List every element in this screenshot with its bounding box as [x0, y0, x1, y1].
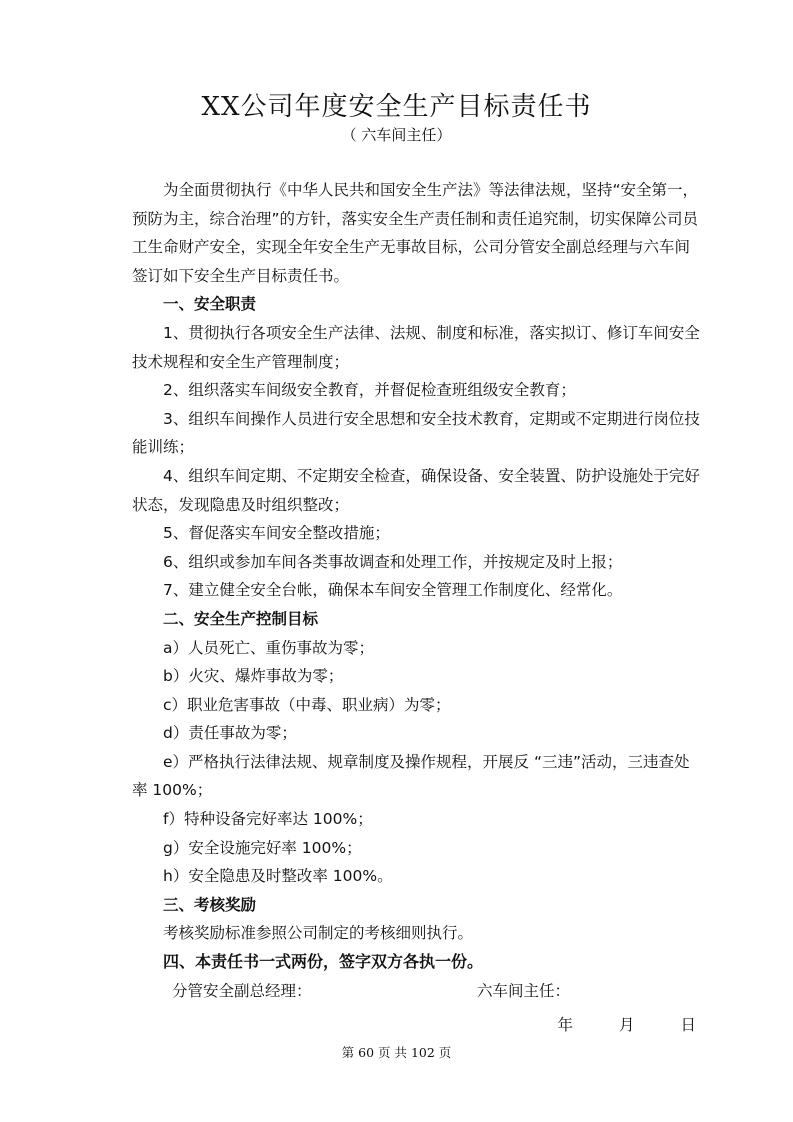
list-item: 2、组织落实车间级安全教育，并督促检查班组级安全教育；: [163, 381, 576, 400]
section-heading-duties: 一、安全职责: [163, 295, 257, 314]
list-item: b）火灾、爆炸事故为零；: [163, 667, 344, 686]
list-item: 7、建立健全安全台帐，确保本车间安全管理工作制度化、经常化。: [163, 581, 623, 600]
intro-paragraph: 为全面贯彻执行《中华人民共和国安全生产法》等法律法规，坚持“安全第一，预防为主，综合治理”的方针，落实安全生产责任制和责任追究制，切实保障公司员工生命财产安全，实现全年安全生产无事故目标，公司分管安全副总经理与六车间签订如下安全生产目标责任书。: [132, 181, 699, 285]
signature-left-label: 分管安全副总经理：: [172, 981, 312, 1000]
list-item: 6、组织或参加车间各类事故调查和处理工作，并按规定及时上报；: [163, 552, 623, 571]
page-subtitle: （ 六车间主任）: [341, 126, 452, 144]
signature-row: [132, 977, 702, 1006]
date-year-label: 年: [557, 1016, 573, 1035]
signature-right-label: 六车间主任：: [477, 981, 571, 1000]
page-title: XX公司年度安全生产目标责任书: [201, 92, 592, 122]
date-row: [132, 1011, 702, 1040]
list-item: c）职业危害事故（中毒、职业病）为零；: [163, 695, 451, 714]
list-item: a）人员死亡、重伤事故为零；: [163, 638, 374, 657]
list-item: g）安全设施完好率 100%；: [163, 838, 362, 857]
section-heading-targets: 二、安全生产控制目标: [163, 609, 319, 628]
date-day-label: 日: [680, 1016, 696, 1035]
list-item: h）安全隐患及时整改率 100%。: [163, 867, 393, 886]
document-body: [132, 176, 702, 1040]
list-item: e）严格执行法律法规、规章制度及操作规程，开展反 “三违”活动，三违查处率 100%；: [132, 752, 690, 800]
list-item: 5、督促落实车间安全整改措施；: [163, 524, 390, 543]
list-item: 4、组织车间定期、不定期安全检查，确保设备、安全装置、防护设施处于完好状态，发现隐患及时组织整改；: [132, 466, 700, 514]
list-item: 1、贯彻执行各项安全生产法律、法规、制度和标准，落实拟订、修订车间安全技术规程和安全生产管理制度；: [132, 323, 700, 371]
rewards-text: 考核奖励标准参照公司制定的考核细则执行。: [163, 924, 474, 943]
section-heading-rewards: 三、考核奖励: [163, 895, 257, 914]
list-item: f）特种设备完好率达 100%；: [163, 810, 373, 829]
section-heading-copies: 四、本责任书一式两份，签字双方各执一份。: [163, 952, 484, 972]
date-month-label: 月: [618, 1016, 635, 1035]
list-item: 3、组织车间操作人员进行安全思想和安全技术教育，定期或不定期进行岗位技能训练；: [132, 409, 700, 457]
page-number-footer: 第 60 页 共 102 页: [341, 1045, 452, 1060]
list-item: d）责任事故为零；: [163, 724, 297, 743]
